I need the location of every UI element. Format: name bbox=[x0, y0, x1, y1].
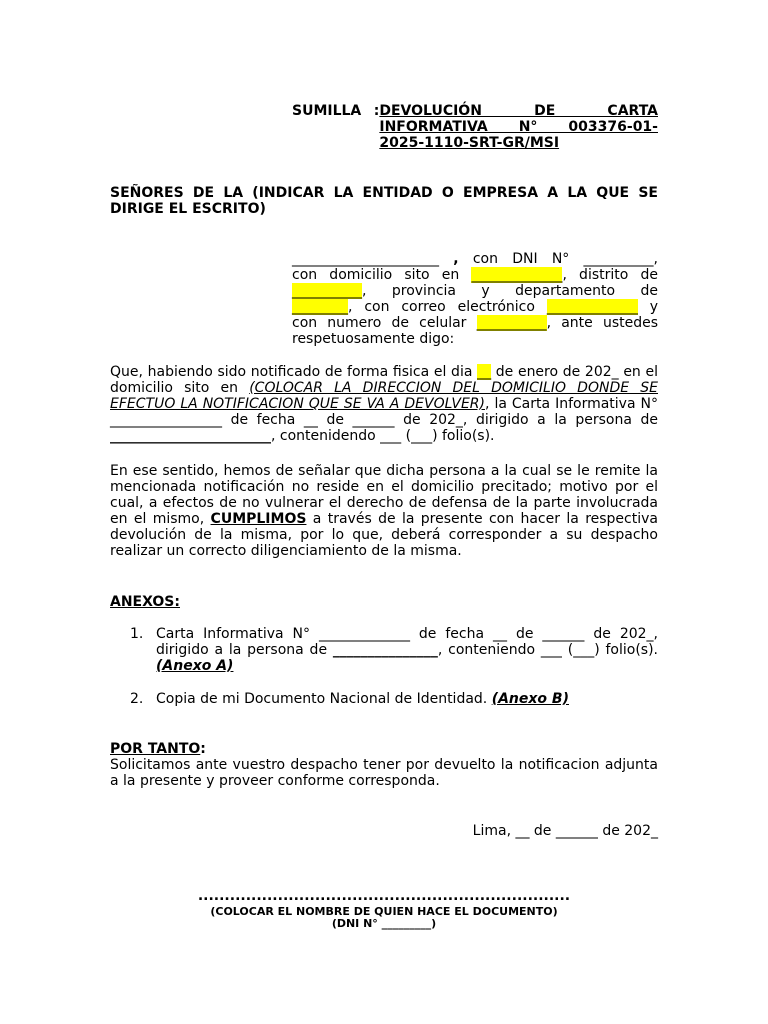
por-tanto-label: POR TANTO bbox=[110, 741, 201, 757]
por-tanto-body: Solicitamos ante vuestro despacho tener por devuelto la notificacion adjunta a la presente y proveer conforme corresponda. bbox=[110, 757, 658, 789]
signature-line: ...................................................................... bbox=[197, 888, 571, 904]
dni-blank: __________ bbox=[583, 251, 654, 267]
anexos-heading: ANEXOS: bbox=[110, 594, 180, 610]
dni-label: con DNI N° bbox=[458, 251, 584, 267]
anexo-2-number: 2. bbox=[130, 691, 144, 707]
por-tanto-colon: : bbox=[200, 741, 206, 757]
name-blank: _____________________ bbox=[292, 251, 439, 267]
signer-name: (COLOCAR EL NOMBRE DE QUIEN HACE EL DOCUMENTO) bbox=[210, 905, 558, 918]
dia-field[interactable]: __ bbox=[477, 364, 492, 380]
correo-field[interactable]: _____________ bbox=[546, 299, 638, 315]
p1-text-d: , contenidendo ___ (___) folio(s). bbox=[271, 428, 495, 444]
anexo-item-1 bbox=[130, 626, 658, 674]
anexo-item-2 bbox=[130, 691, 658, 707]
intro-line-3 bbox=[292, 283, 658, 299]
domicilio-label: con domicilio sito en bbox=[292, 267, 472, 283]
intro-block bbox=[292, 251, 658, 347]
persona-blank: _______________________ bbox=[110, 428, 271, 444]
p1-text-c: , la Carta Informativa N° ________________ de fecha __ de ______ de 202_, dirigido a la persona de bbox=[110, 396, 658, 428]
distrito-label: , distrito de bbox=[562, 267, 658, 283]
domicilio-field[interactable]: _____________ bbox=[471, 267, 563, 283]
anexo-a-tag: (Anexo A) bbox=[156, 658, 234, 674]
dni-comma: , bbox=[653, 251, 658, 267]
sumilla-label: SUMILLA bbox=[292, 103, 362, 119]
signer-dni: (DNI N° _________) bbox=[331, 917, 437, 930]
celular-field[interactable]: __________ bbox=[476, 315, 547, 331]
provincia-label: , provincia y departamento de bbox=[362, 283, 658, 299]
ante-text: , ante ustedes bbox=[546, 315, 659, 331]
p1-text-b: de enero de 202_ en el domicilio sito en bbox=[110, 364, 658, 396]
y-text: y bbox=[637, 299, 658, 315]
p2-text-b: a través de la presente con hacer la respectiva devolución de la misma, por lo que, deberá corresponder a su despacho realizar un correcto diligenciamiento de la misma. bbox=[110, 511, 658, 559]
celular-label: con numero de celular bbox=[292, 315, 477, 331]
sumilla-colon: : bbox=[373, 103, 380, 119]
departamento-field[interactable]: ________ bbox=[292, 299, 348, 315]
correo-label: , con correo electrónico bbox=[348, 299, 547, 315]
intro-line-5 bbox=[292, 315, 658, 331]
cumplimos-text: CUMPLIMOS bbox=[210, 511, 307, 527]
anexo-1-text-a: Carta Informativa N° _____________ de fecha __ de ______ de 202_, dirigido a la persona de bbox=[156, 626, 658, 658]
p1-text-a: Que, habiendo sido notificado de forma fisica el dia bbox=[110, 364, 478, 380]
intro-line-1 bbox=[292, 251, 658, 267]
address-instruction: (COLOCAR LA DIRECCION DEL DOMICILIO DONDE SE EFECTUO LA NOTIFICACION QUE SE VA A DEVOLVER) bbox=[110, 380, 658, 412]
anexo-b-tag: (Anexo B) bbox=[491, 691, 569, 707]
name-comma: , bbox=[453, 251, 459, 267]
addressee-heading: SEÑORES DE LA (INDICAR LA ENTIDAD O EMPRESA A LA QUE SE DIRIGE EL ESCRITO) bbox=[110, 185, 658, 217]
sumilla-line-3: 2025-1110-SRT-GR/MSI bbox=[379, 135, 560, 151]
distrito-field[interactable]: __________ bbox=[292, 283, 362, 299]
p2-text-a: En ese sentido, hemos de señalar que dicha persona a la cual se le remite la mencionada notificación no reside en el domicilio precitado; motivo por el cual, a efectos de no vulnerar el derecho de defensa de la parte involucrada en el mismo, bbox=[110, 463, 658, 527]
por-tanto-block bbox=[110, 741, 658, 789]
anexo-1-text bbox=[156, 626, 658, 674]
intro-line-4 bbox=[292, 299, 658, 315]
anexo-1-number: 1. bbox=[130, 626, 144, 642]
sumilla-line-2: INFORMATIVA N° 003376-01- bbox=[379, 119, 658, 135]
intro-line-6: respetuosamente digo: bbox=[292, 331, 455, 347]
paragraph-devolucion bbox=[110, 463, 658, 559]
anexo-1-persona-blank: _______________ bbox=[332, 642, 438, 658]
anexo-2-text bbox=[156, 691, 658, 707]
sumilla-block bbox=[292, 103, 658, 151]
anexo-1-text-b: , conteniendo ___ (___) folio(s). bbox=[437, 642, 658, 658]
place-date: Lima, __ de ______ de 202_ bbox=[472, 823, 658, 839]
paragraph-notification bbox=[110, 364, 658, 444]
sumilla-line-1: DEVOLUCIÓN DE CARTA bbox=[379, 103, 658, 119]
anexo-2-text-a: Copia de mi Documento Nacional de Identidad. bbox=[156, 691, 492, 707]
intro-line-2 bbox=[292, 267, 658, 283]
por-tanto-heading bbox=[110, 741, 658, 757]
